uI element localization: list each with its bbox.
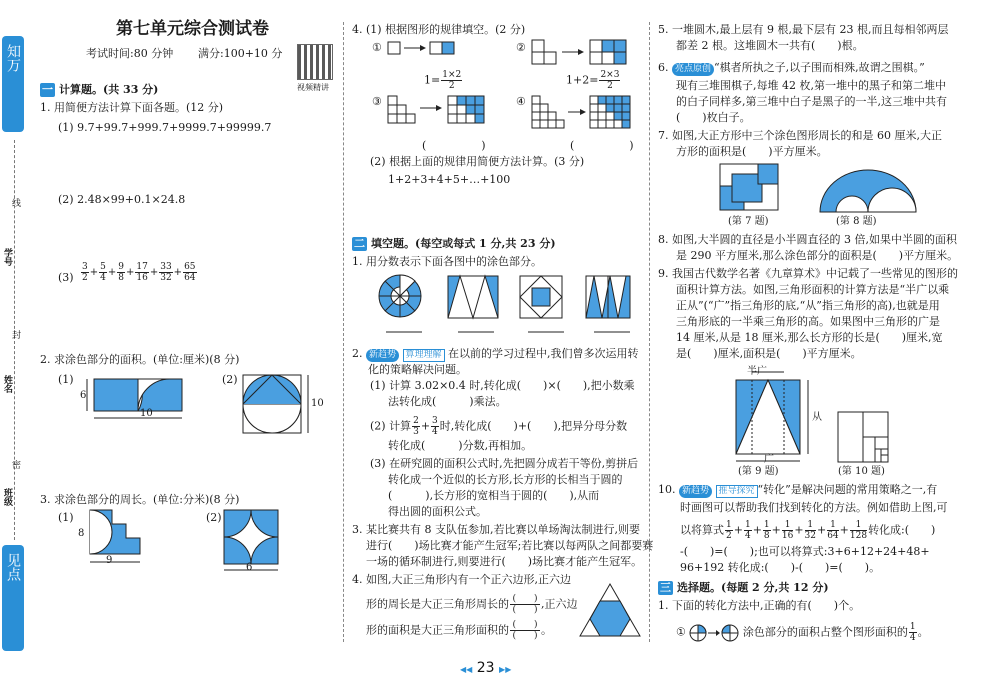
dim-9: 9 [106, 555, 113, 566]
q6-c: 的白子同样多,第三堆中白子是黑子的一半,这三堆中共有 [676, 95, 947, 108]
fig-label-1: ① [372, 41, 382, 54]
f2-1-b: 法转化成( )乘法。 [388, 395, 507, 408]
q3-figure-1 [82, 508, 152, 568]
q9-c: 正从”(“广”指三角形的底,“从”指三角形的高),也就是用 [676, 299, 940, 312]
q10-b: 时画图可以帮助我们找到转化的方法。例如借助上图,可 [680, 501, 948, 514]
c1-option: ① 涂色部分的面积占整个图形面积的 $\frac{1}{4}$ 。 [676, 622, 929, 643]
f1-text: 1. 用分数表示下面各图中的涂色部分。 [352, 255, 542, 268]
fig-10 [836, 410, 892, 466]
q1-3-label: (3) [58, 271, 74, 284]
caption-8: (第 8 题) [836, 216, 877, 227]
column-divider [343, 22, 344, 642]
line-mark-2: 封 [10, 330, 20, 339]
q2-1-label: (1) [58, 373, 74, 386]
f3-a: 3. 某比赛共有 8 支队伍参加,若比赛以单场淘汰制进行,则要 [352, 523, 640, 536]
q4-2-text: (2) 根据上面的规律用简便方法计算。(3 分) [370, 155, 585, 168]
f4-c: 形的面积是大正三角形面积的 ( ) ( ) 。 [366, 620, 552, 641]
dim-6: 6 [80, 390, 87, 401]
pattern-2 [530, 38, 640, 66]
q3-1-label: (1) [58, 511, 74, 524]
section-3-header: 三 选择题。(每题 2 分,共 12 分) [660, 581, 829, 594]
fraction: $\frac{9}{8}$ [118, 262, 124, 283]
f2-2-c: 转化成( )分数,再相加。 [388, 439, 533, 452]
caption-10: (第 10 题) [838, 466, 885, 477]
fig-8 [816, 168, 920, 214]
side-tab-top: 知万 [2, 36, 24, 132]
q10-d: -( )=( );也可以将算式:3+6+12+24+48+ [680, 545, 930, 558]
q3-2-label: (2) [206, 511, 222, 524]
fraction: $\frac{3}{2}$ [82, 262, 88, 283]
fig-9 [724, 366, 816, 466]
label-name: 姓名 [2, 375, 12, 393]
label-base: 广 [764, 454, 774, 465]
q2-figure-1 [84, 374, 194, 424]
fig-label-4: ④ [516, 95, 526, 108]
q5-a: 5. 一堆圆木,最上层有 9 根,最下层有 23 根,而且每相邻两层 [658, 23, 949, 36]
dim-8: 8 [78, 528, 85, 539]
f2-text-b: 化的策略解决问题。 [368, 363, 467, 376]
fig-label-3: ③ [372, 95, 382, 108]
f1-figures [378, 272, 638, 322]
q6-b: 现有三堆围棋子,每堆 42 枚,第一堆中的黑子和第二堆中 [676, 79, 946, 92]
q1-3-expr: $\frac{3}{2}$ + $\frac{5}{4}$ + $\frac{9}{8}$ + $\frac{17}{16}$ + $\frac{33}{32}$ + $\frac{65}{64}$ [82, 262, 196, 283]
line-mark-3: 密 [10, 460, 20, 469]
q6-a: 6. 亮点原创 “棋者所执之子,以子围而相殊,故谓之围棋。” [658, 61, 925, 74]
q1-1: (1) 9.7+99.7+999.7+9999.7+99999.7 [58, 121, 272, 134]
pattern-1 [386, 40, 466, 56]
q9-d: 三角形底的一半乘三角形的高。如果图中三角形的广是 [676, 315, 940, 328]
q8-b: 是 290 平方厘米,那么涂色部分的面积是( )平方厘米。 [676, 249, 959, 262]
line-mark-1: 线 [10, 198, 20, 207]
q7-b: 方形的面积是( )平方厘米。 [676, 145, 828, 158]
answer-blank[interactable]: ( ) [422, 139, 486, 152]
label-half-base: 半广 [747, 366, 767, 377]
f2-1-a: (1) 计算 3.02×0.4 时,转化成( )×( ),把小数乘 [370, 379, 635, 392]
caption-7: (第 7 题) [728, 216, 769, 227]
q9-e: 14 厘米,从是 18 厘米,那么长方形的长是( )厘米,宽 [676, 331, 943, 344]
dim-10: 10 [140, 408, 153, 419]
q9-a: 9. 我国古代数学名著《九章算术》中记载了一些常见的图形的 [658, 267, 958, 280]
q10-a: 10. 新趋势 推导探究 “转化”是解决问题的常用策略之一,有 [658, 483, 938, 496]
fraction: $\frac{17}{16}$ [136, 262, 148, 283]
q7-a: 7. 如图,大正方形中三个涂色图形周长的和是 60 厘米,大正 [658, 129, 942, 142]
page-number: ◀◀ 23 ▶▶ [460, 660, 512, 676]
dim-10b: 10 [311, 398, 324, 409]
f4-triangle [578, 582, 642, 638]
q1-text: 1. 用简便方法计算下面各题。(12 分) [40, 101, 224, 114]
f4-a: 4. 如图,大正三角形内有一个正六边形,正六边 [352, 573, 571, 586]
q2-2-label: (2) [222, 373, 238, 386]
side-tab-bottom: 见点 [2, 545, 24, 651]
label-student-id: 学号 [2, 248, 12, 266]
q5-b: 都差 2 根。这堆圆木一共有( )根。 [676, 39, 864, 52]
prev-page-icon: ◀◀ [460, 665, 473, 674]
q4-2-expr: 1+2+3+4+5+…+100 [388, 173, 511, 186]
qr-code[interactable] [297, 44, 333, 80]
q2-figure-2 [240, 372, 320, 436]
q10-c: 以将算式 $\frac{1}{2}$ + $\frac{1}{4}$ + $\frac{1}{8}$ + $\frac{1}{16}$ + $\frac{1}{32}$ + $\frac{1}{64}$ + $\frac{1}{128}$ 转化成:( ) [680, 520, 936, 541]
fraction: $\frac{65}{64}$ [184, 262, 196, 283]
exam-score: 满分:100+10 分 [198, 47, 283, 60]
fraction: $\frac{5}{4}$ [100, 262, 106, 283]
f2-3-a: (3) 在研究圆的面积公式时,先把圆分成若干等份,剪拼后 [370, 457, 639, 470]
section-1-header: 一 计算题。(共 33 分) [42, 83, 159, 96]
q6-d: ( )枚白子。 [676, 111, 751, 124]
dim-6b: 6 [246, 562, 253, 573]
q4-text: 4. (1) 根据图形的规律填空。(2 分) [352, 23, 526, 36]
pattern-3 [386, 94, 506, 134]
f2-3-d: 得出圆的面积公式。 [388, 505, 487, 518]
section-2-header: 二 填空题。(每空或每式 1 分,共 23 分) [354, 237, 556, 250]
next-page-icon: ▶▶ [499, 665, 512, 674]
q3-figure-2 [222, 508, 286, 572]
page-title: 第七单元综合测试卷 [116, 19, 269, 39]
q1-2: (2) 2.48×99+0.1×24.8 [58, 193, 186, 206]
answer-blank[interactable]: ( ) [570, 139, 634, 152]
f2-2-a: (2) 计算 $\frac{2}{3}$ + $\frac{3}{4}$ 时,转化成( )+( ),把异分母分数 [370, 416, 628, 437]
f2-3-b: 转化成一个近似的长方形,长方形的长相当于圆的 [388, 473, 623, 486]
pattern-4 [530, 94, 650, 136]
fraction: $\frac{33}{32}$ [160, 262, 172, 283]
exam-time: 考试时间:80 分钟 [86, 47, 174, 60]
c1-circles [689, 624, 739, 642]
eq-1: 1= $\frac{1\times 2}{2}$ [424, 70, 462, 91]
q2-text: 2. 求涂色部分的面积。(单位:厘米)(8 分) [40, 353, 240, 366]
fig-7 [718, 162, 788, 214]
q9-b: 面积计算方法。如图,三角形面积的计算方法是“半广以乘 [676, 283, 950, 296]
f4-b: 形的周长是大正三角形周长的 ( ) ( ) ,正六边 [366, 594, 578, 615]
f3-b: 进行( )场比赛才能产生冠军;若比赛以每两队之间都要赛 [366, 539, 654, 552]
caption-9: (第 9 题) [738, 466, 779, 477]
f3-c: 一场的循环制进行,则要进行( )场比赛才能产生冠军。 [366, 555, 643, 568]
binding-margin [0, 0, 28, 697]
label-height: 从 [812, 412, 822, 423]
q8-a: 8. 如图,大半圆的直径是小半圆直径的 3 倍,如果中半圆的面积 [658, 233, 957, 246]
f2-text: 2. 新趋势 算理理解 在以前的学习过程中,我们曾多次运用转 [352, 347, 639, 360]
c1-text: 1. 下面的转化方法中,正确的有( )个。 [658, 599, 861, 612]
q3-text: 3. 求涂色部分的周长。(单位:分米)(8 分) [40, 493, 240, 506]
q10-e: 96+192 转化成:( )-( )=( )。 [680, 561, 881, 574]
qr-label: 视频精讲 [297, 83, 329, 92]
label-class: 班级 [2, 488, 12, 506]
eq-2: 1+2= $\frac{2\times 3}{2}$ [566, 70, 620, 91]
q9-f: 是( )厘米,面积是( )平方厘米。 [676, 347, 862, 360]
f1-answer-fractions [382, 322, 642, 342]
fig-label-2: ② [516, 41, 526, 54]
f2-3-c: ( ),长方形的宽相当于圆的( ),从而 [388, 489, 600, 502]
